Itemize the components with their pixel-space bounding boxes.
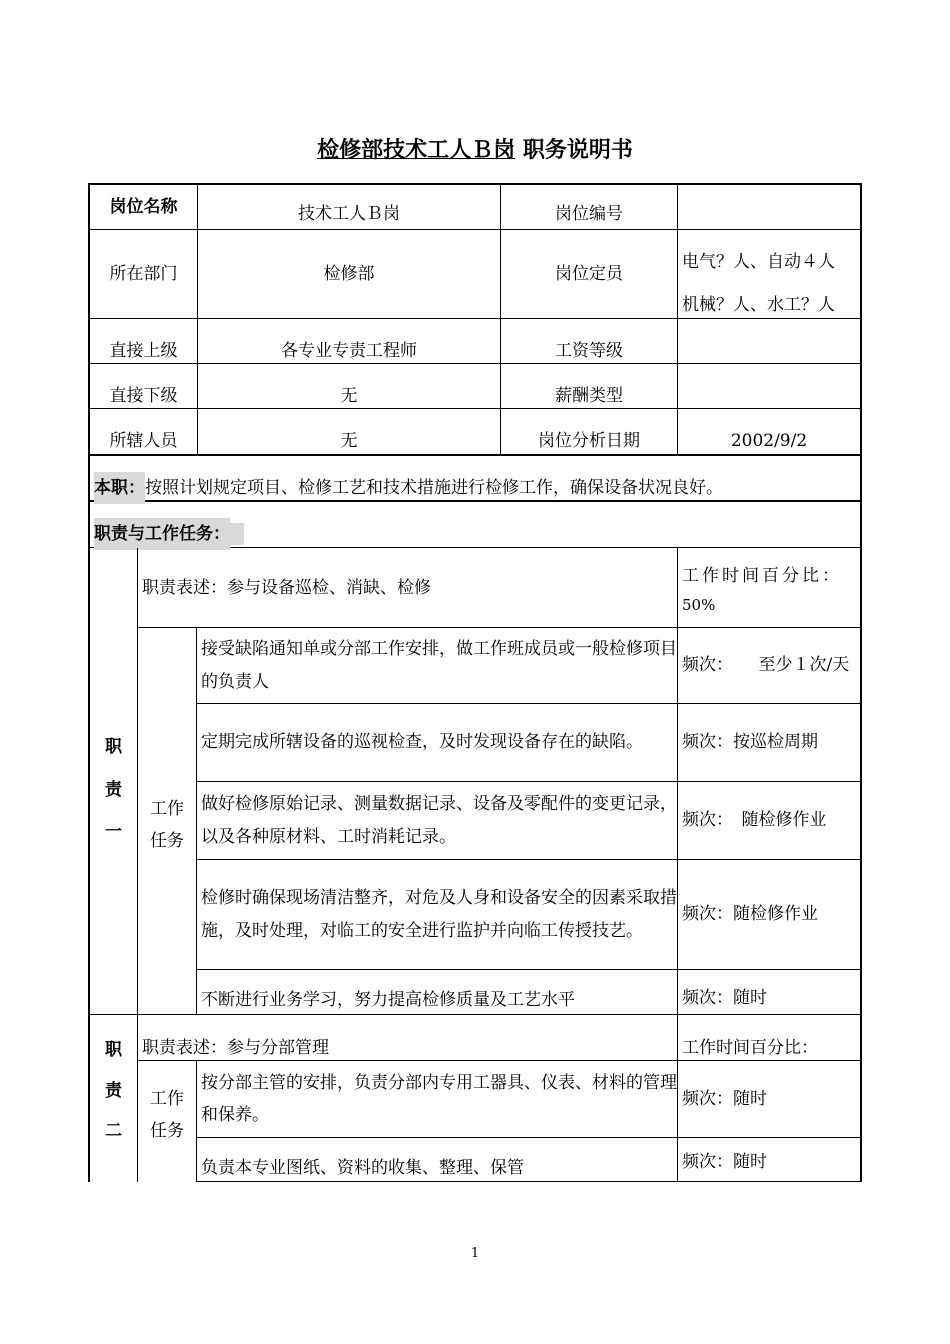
duty1-desc: 职责表述：参与设备巡检、消缺、检修 xyxy=(142,577,431,598)
duty2-task-1: 按分部主管的安排，负责分部内专用工器具、仪表、材料的管理和保养。 xyxy=(201,1072,677,1125)
post-code-value xyxy=(678,192,860,236)
main-duty xyxy=(90,466,860,510)
main-duty-text: 按照计划规定项目、检修工艺和技术措施进行检修工作，确保设备状况良好。 xyxy=(145,477,723,498)
duty2-task-2-freq: 频次：随时 xyxy=(682,1151,767,1172)
duty2-task-label: 工作 任务 xyxy=(150,1088,184,1141)
pay-type-label: 薪酬类型 xyxy=(555,385,623,406)
analysis-date-value: 2002/9/2 xyxy=(730,430,808,451)
superior-label: 直接上级 xyxy=(109,340,178,361)
page-number: 1 xyxy=(470,1246,480,1261)
duty1-task-2-freq: 频次：按巡检周期 xyxy=(682,732,818,753)
pay-type-value xyxy=(678,374,860,418)
duty2-task-2: 负责本专业图纸、资料的收集、整理、保管 xyxy=(201,1157,524,1178)
duty2-percent: 工作时间百分比： xyxy=(682,1037,818,1058)
quota-line1: 电气？人、自动４人 xyxy=(682,251,835,272)
duty2-side-label: 职 责 二 xyxy=(105,1039,122,1142)
dept-label: 所在部门 xyxy=(109,263,178,284)
duty1-task-5: 不断进行业务学习，努力提高检修质量及工艺水平 xyxy=(201,989,575,1010)
superior-value: 各专业专责工程师 xyxy=(281,340,417,361)
duty1-task-3-freq: 频次： 随检修作业 xyxy=(682,810,827,831)
subordinate-value: 无 xyxy=(340,385,358,406)
duty1-task-label: 工作 任务 xyxy=(150,798,184,851)
post-name-value: 技术工人Ｂ岗 xyxy=(298,203,400,224)
table-border-right xyxy=(860,183,862,1182)
subordinate-label: 直接下级 xyxy=(109,385,178,406)
duty1-task-1-freq: 频次： 至少１次/天 xyxy=(682,655,850,676)
duty1-task-2: 定期完成所辖设备的巡视检查，及时发现设备存在的缺陷。 xyxy=(201,732,643,753)
duty2-desc: 职责表述：参与分部管理 xyxy=(142,1037,329,1058)
duty1-task-1: 接受缺陷通知单或分部工作安排，做工作班成员或一般检修项目的负责人 xyxy=(201,639,677,692)
analysis-date-label: 岗位分析日期 xyxy=(538,430,640,451)
duty1-task-4: 检修时确保现场清洁整齐，对危及人身和设备安全的因素采取措施，及时处理，对临工的安全进行监护并向临工传授技艺。 xyxy=(201,888,677,941)
duties-header: 职责与工作任务： xyxy=(90,512,860,556)
post-code-label: 岗位编号 xyxy=(555,203,623,224)
duty1-task-3: 做好检修原始记录、测量数据记录、设备及零配件的变更记录，以及各种原材料、工时消耗记录。 xyxy=(201,794,677,847)
quota-label: 岗位定员 xyxy=(555,263,623,284)
duty2-task-1-freq: 频次：随时 xyxy=(682,1088,767,1109)
main-duty-label: 本职： xyxy=(94,472,145,504)
quota-line2: 机械？人、水工？人 xyxy=(682,294,835,315)
duty1-task-4-freq: 频次：随检修作业 xyxy=(682,904,818,925)
post-name-label: 岗位名称 xyxy=(109,196,178,217)
grade-label: 工资等级 xyxy=(555,340,623,361)
table-border-top xyxy=(88,183,862,185)
staff-label: 所辖人员 xyxy=(109,430,178,451)
page-title: 检修部技术工人Ｂ岗 职务说明书 xyxy=(317,138,633,163)
duty1-side-label: 职 责 一 xyxy=(105,737,122,843)
grade-value xyxy=(678,329,860,373)
dept-value: 检修部 xyxy=(323,263,375,284)
duty1-task-5-freq: 频次：随时 xyxy=(682,987,767,1008)
staff-value: 无 xyxy=(340,430,358,451)
duty1-percent: 工作时间百分比： 50% xyxy=(682,566,842,614)
